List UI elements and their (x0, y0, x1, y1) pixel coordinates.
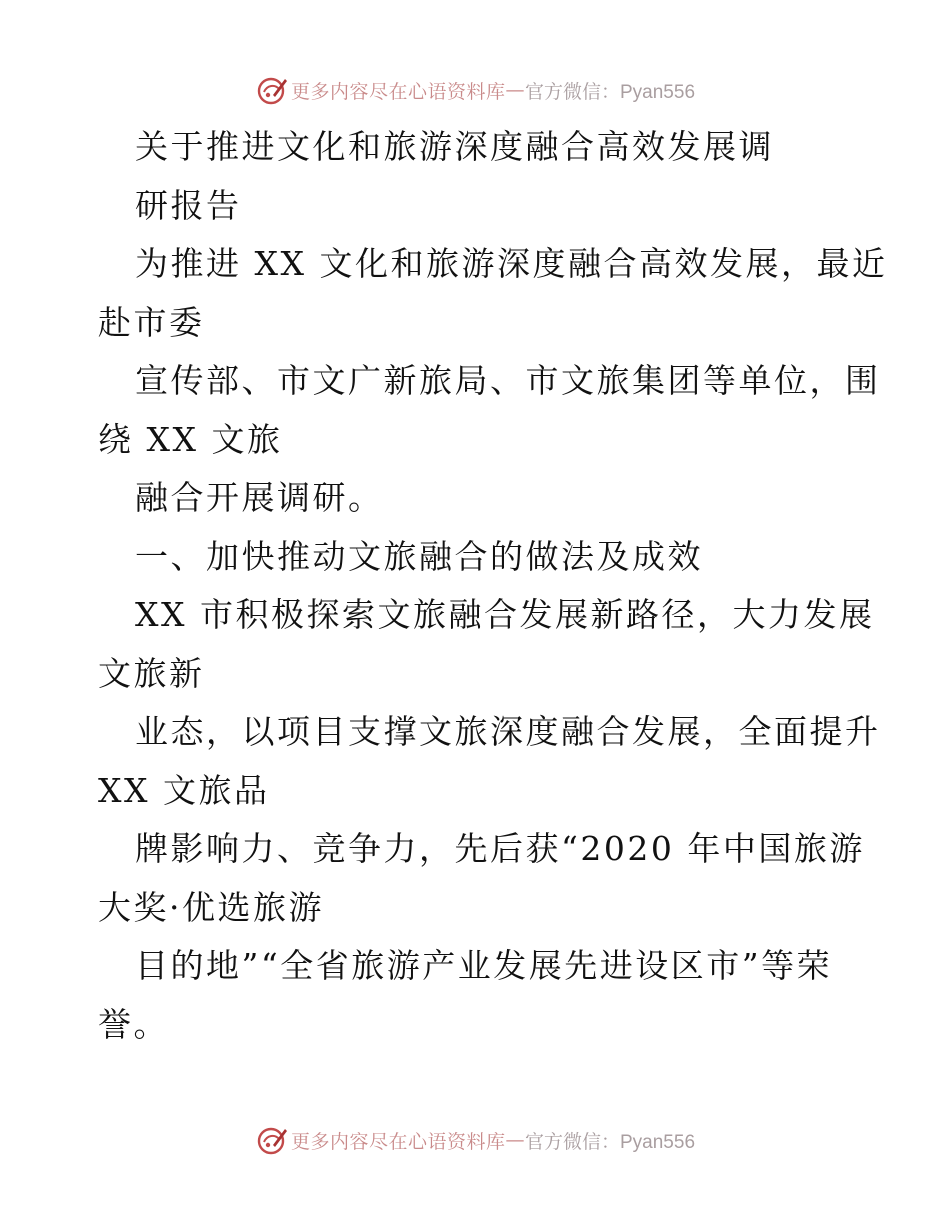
watermark-wechat-text: 官方微信：Pyan556 (525, 1131, 696, 1153)
document-body (98, 118, 888, 1054)
text-line: 宣传部、市文广新旅局、市文旅集团等单位，围 (135, 361, 881, 400)
text-line: 文旅新 (98, 653, 205, 693)
text-line: 业态，以项目支撑文旅深度融合发展，全面提升 (135, 712, 881, 751)
text-line: 赴市委 (98, 302, 205, 342)
text-line: XX 文旅品 (98, 770, 270, 810)
watermark-dash: — (505, 79, 525, 101)
text-line: 研报告 (135, 185, 242, 225)
text-line: XX 市积极探索文旅融合发展新路径，大力发展 (135, 595, 875, 634)
brand-logo-icon (255, 73, 289, 107)
header-watermark (0, 70, 950, 110)
watermark-dash: — (505, 1129, 525, 1151)
text-line: 誉。 (98, 1004, 169, 1044)
text-line: 关于推进文化和旅游深度融合高效发展调 (135, 127, 774, 166)
watermark-wechat-text: 官方微信：Pyan556 (525, 81, 696, 103)
text-line: 大奖·优选旅游 (98, 887, 324, 927)
text-line: 牌影响力、竞争力，先后获“2020 年中国旅游 (135, 829, 865, 868)
footer-watermark (0, 1120, 950, 1160)
brand-logo-icon (255, 1123, 289, 1157)
watermark-brand-text: 更多内容尽在心语资料库 (290, 1130, 506, 1153)
watermark-brand-text: 更多内容尽在心语资料库 (290, 80, 506, 103)
text-line: 为推进 XX 文化和旅游深度融合高效发展，最近 (135, 244, 888, 283)
text-line: 目的地”“全省旅游产业发展先进设区市”等荣 (135, 946, 833, 985)
text-line: 融合开展调研。 (135, 478, 384, 517)
text-line: 绕 XX 文旅 (98, 419, 283, 459)
text-line: 一、加快推动文旅融合的做法及成效 (135, 536, 703, 576)
